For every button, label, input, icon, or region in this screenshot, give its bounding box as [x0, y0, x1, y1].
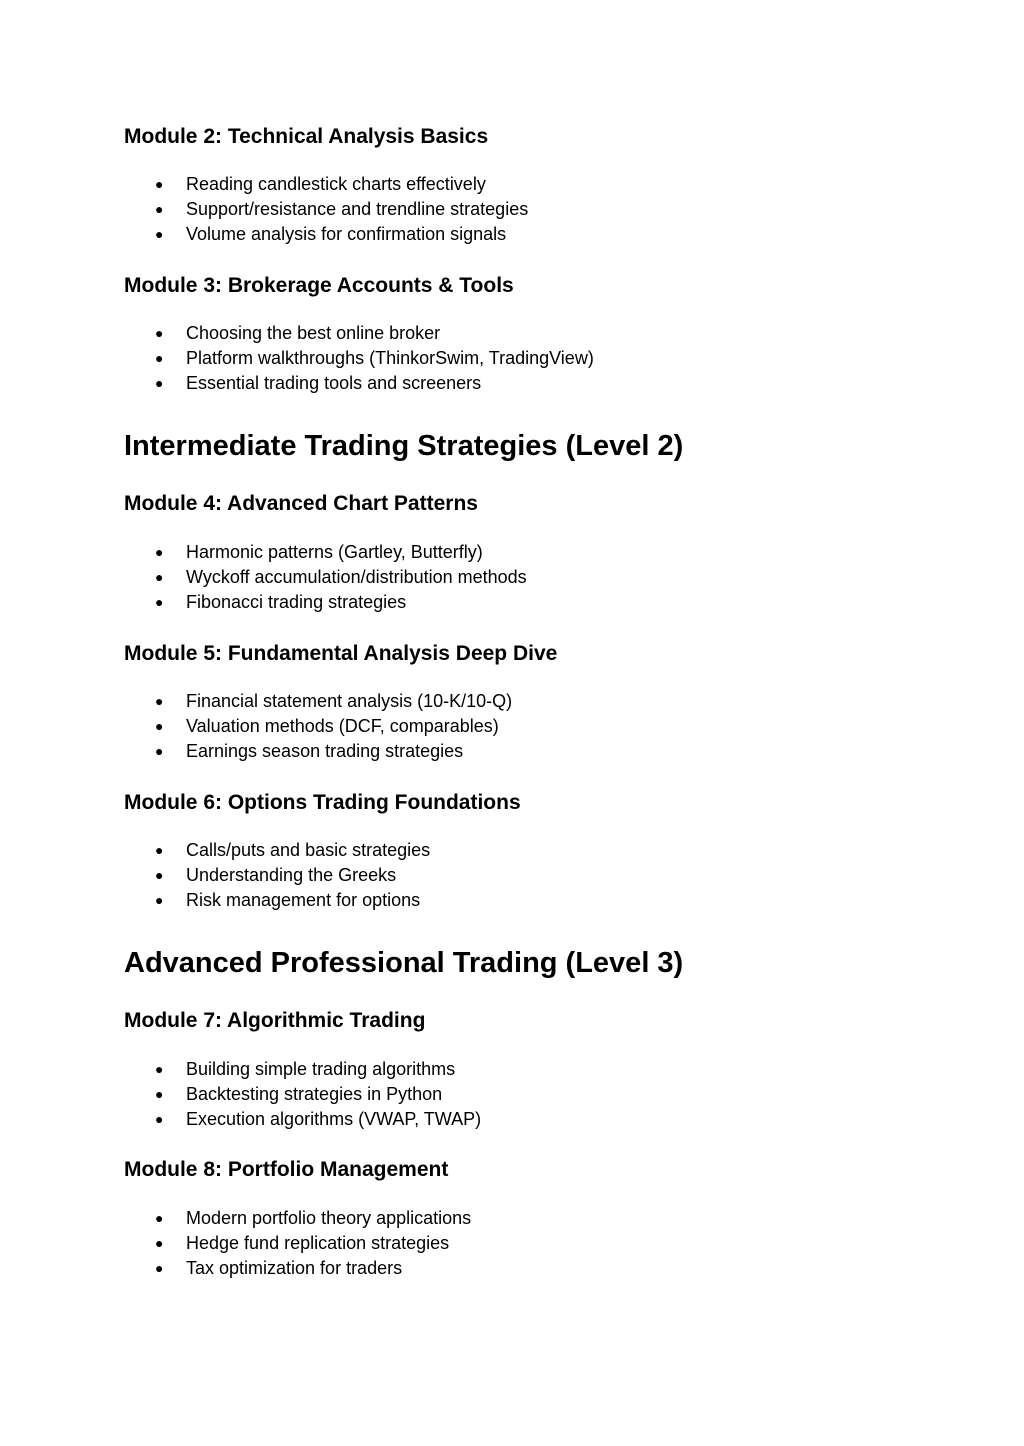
list-item	[124, 540, 527, 565]
list-item-text: Valuation methods (DCF, comparables)	[186, 716, 499, 736]
list-item	[124, 1107, 481, 1132]
module-5-list	[124, 689, 512, 764]
list-item-text: Hedge fund replication strategies	[186, 1233, 450, 1253]
bullet-icon: ●	[155, 867, 164, 883]
bullet-icon: ●	[155, 1086, 164, 1102]
list-item	[124, 1231, 471, 1256]
list-item-text: Essential trading tools and screeners	[186, 373, 482, 393]
module-2-list	[124, 172, 528, 247]
bullet-icon: ●	[155, 176, 164, 192]
list-item	[124, 863, 430, 888]
bullet-icon: ●	[155, 718, 164, 734]
level-2-title: Intermediate Trading Strategies (Level 2)	[124, 430, 684, 462]
list-item-text: Earnings season trading strategies	[186, 741, 464, 761]
module-heading	[124, 490, 924, 518]
module-heading	[124, 640, 924, 668]
module-7-title: Module 7: Algorithmic Trading	[124, 1009, 426, 1032]
list-item-text: Execution algorithms (VWAP, TWAP)	[186, 1109, 482, 1129]
list-item-text: Choosing the best online broker	[186, 323, 441, 343]
module-4-title: Module 4: Advanced Chart Patterns	[124, 492, 478, 515]
module-8-list	[124, 1206, 471, 1281]
bullet-icon: ●	[155, 842, 164, 858]
module-6-list	[124, 838, 430, 913]
bullet-icon: ●	[155, 201, 164, 217]
list-item	[124, 1082, 481, 1107]
bullet-icon: ●	[155, 375, 164, 391]
module-heading	[124, 123, 924, 151]
module-7-list	[124, 1057, 481, 1132]
list-item-text: Fibonacci trading strategies	[186, 592, 407, 612]
list-item	[124, 172, 528, 197]
module-heading	[124, 272, 924, 300]
list-item	[124, 222, 528, 247]
list-item	[124, 739, 512, 764]
list-item-text: Support/resistance and trendline strategies	[186, 199, 529, 219]
list-item	[124, 714, 512, 739]
module-8-title: Module 8: Portfolio Management	[124, 1158, 449, 1181]
list-item	[124, 346, 594, 371]
module-3-title: Module 3: Brokerage Accounts & Tools	[124, 274, 514, 297]
list-item-text: Tax optimization for traders	[186, 1258, 403, 1278]
bullet-icon: ●	[155, 1061, 164, 1077]
bullet-icon: ●	[155, 350, 164, 366]
module-3-list	[124, 321, 594, 396]
bullet-icon: ●	[155, 1235, 164, 1251]
list-item	[124, 371, 594, 396]
level-heading	[124, 945, 924, 981]
list-item-text: Volume analysis for confirmation signals	[186, 224, 507, 244]
list-item	[124, 565, 527, 590]
bullet-icon: ●	[155, 1260, 164, 1276]
module-6-title: Module 6: Options Trading Foundations	[124, 791, 521, 814]
list-item	[124, 888, 430, 913]
list-item	[124, 1057, 481, 1082]
module-4-list	[124, 540, 527, 615]
bullet-icon: ●	[155, 325, 164, 341]
list-item	[124, 197, 528, 222]
bullet-icon: ●	[155, 743, 164, 759]
list-item	[124, 590, 527, 615]
bullet-icon: ●	[155, 1111, 164, 1127]
module-2-title: Module 2: Technical Analysis Basics	[124, 125, 489, 148]
list-item	[124, 321, 594, 346]
bullet-icon: ●	[155, 544, 164, 560]
list-item	[124, 1256, 471, 1281]
list-item-text: Platform walkthroughs (ThinkorSwim, TradingView)	[186, 348, 594, 368]
list-item-text: Understanding the Greeks	[186, 865, 397, 885]
bullet-icon: ●	[155, 226, 164, 242]
list-item-text: Modern portfolio theory applications	[186, 1208, 472, 1228]
level-3-title: Advanced Professional Trading (Level 3)	[124, 947, 684, 979]
list-item-text: Wyckoff accumulation/distribution methods	[186, 567, 527, 587]
bullet-icon: ●	[155, 1210, 164, 1226]
list-item-text: Reading candlestick charts effectively	[186, 174, 486, 194]
bullet-icon: ●	[155, 594, 164, 610]
bullet-icon: ●	[155, 892, 164, 908]
level-heading	[124, 428, 924, 464]
list-item	[124, 838, 430, 863]
list-item-text: Building simple trading algorithms	[186, 1059, 456, 1079]
bullet-icon: ●	[155, 569, 164, 585]
list-item-text: Risk management for options	[186, 890, 421, 910]
list-item-text: Calls/puts and basic strategies	[186, 840, 431, 860]
list-item-text: Harmonic patterns (Gartley, Butterfly)	[186, 542, 483, 562]
list-item-text: Financial statement analysis (10-K/10-Q)	[186, 691, 513, 711]
bullet-icon: ●	[155, 693, 164, 709]
list-item-text: Backtesting strategies in Python	[186, 1084, 443, 1104]
list-item	[124, 689, 512, 714]
module-heading	[124, 1156, 924, 1184]
module-heading	[124, 789, 924, 817]
list-item	[124, 1206, 471, 1231]
module-heading	[124, 1007, 924, 1035]
module-5-title: Module 5: Fundamental Analysis Deep Dive	[124, 642, 558, 665]
